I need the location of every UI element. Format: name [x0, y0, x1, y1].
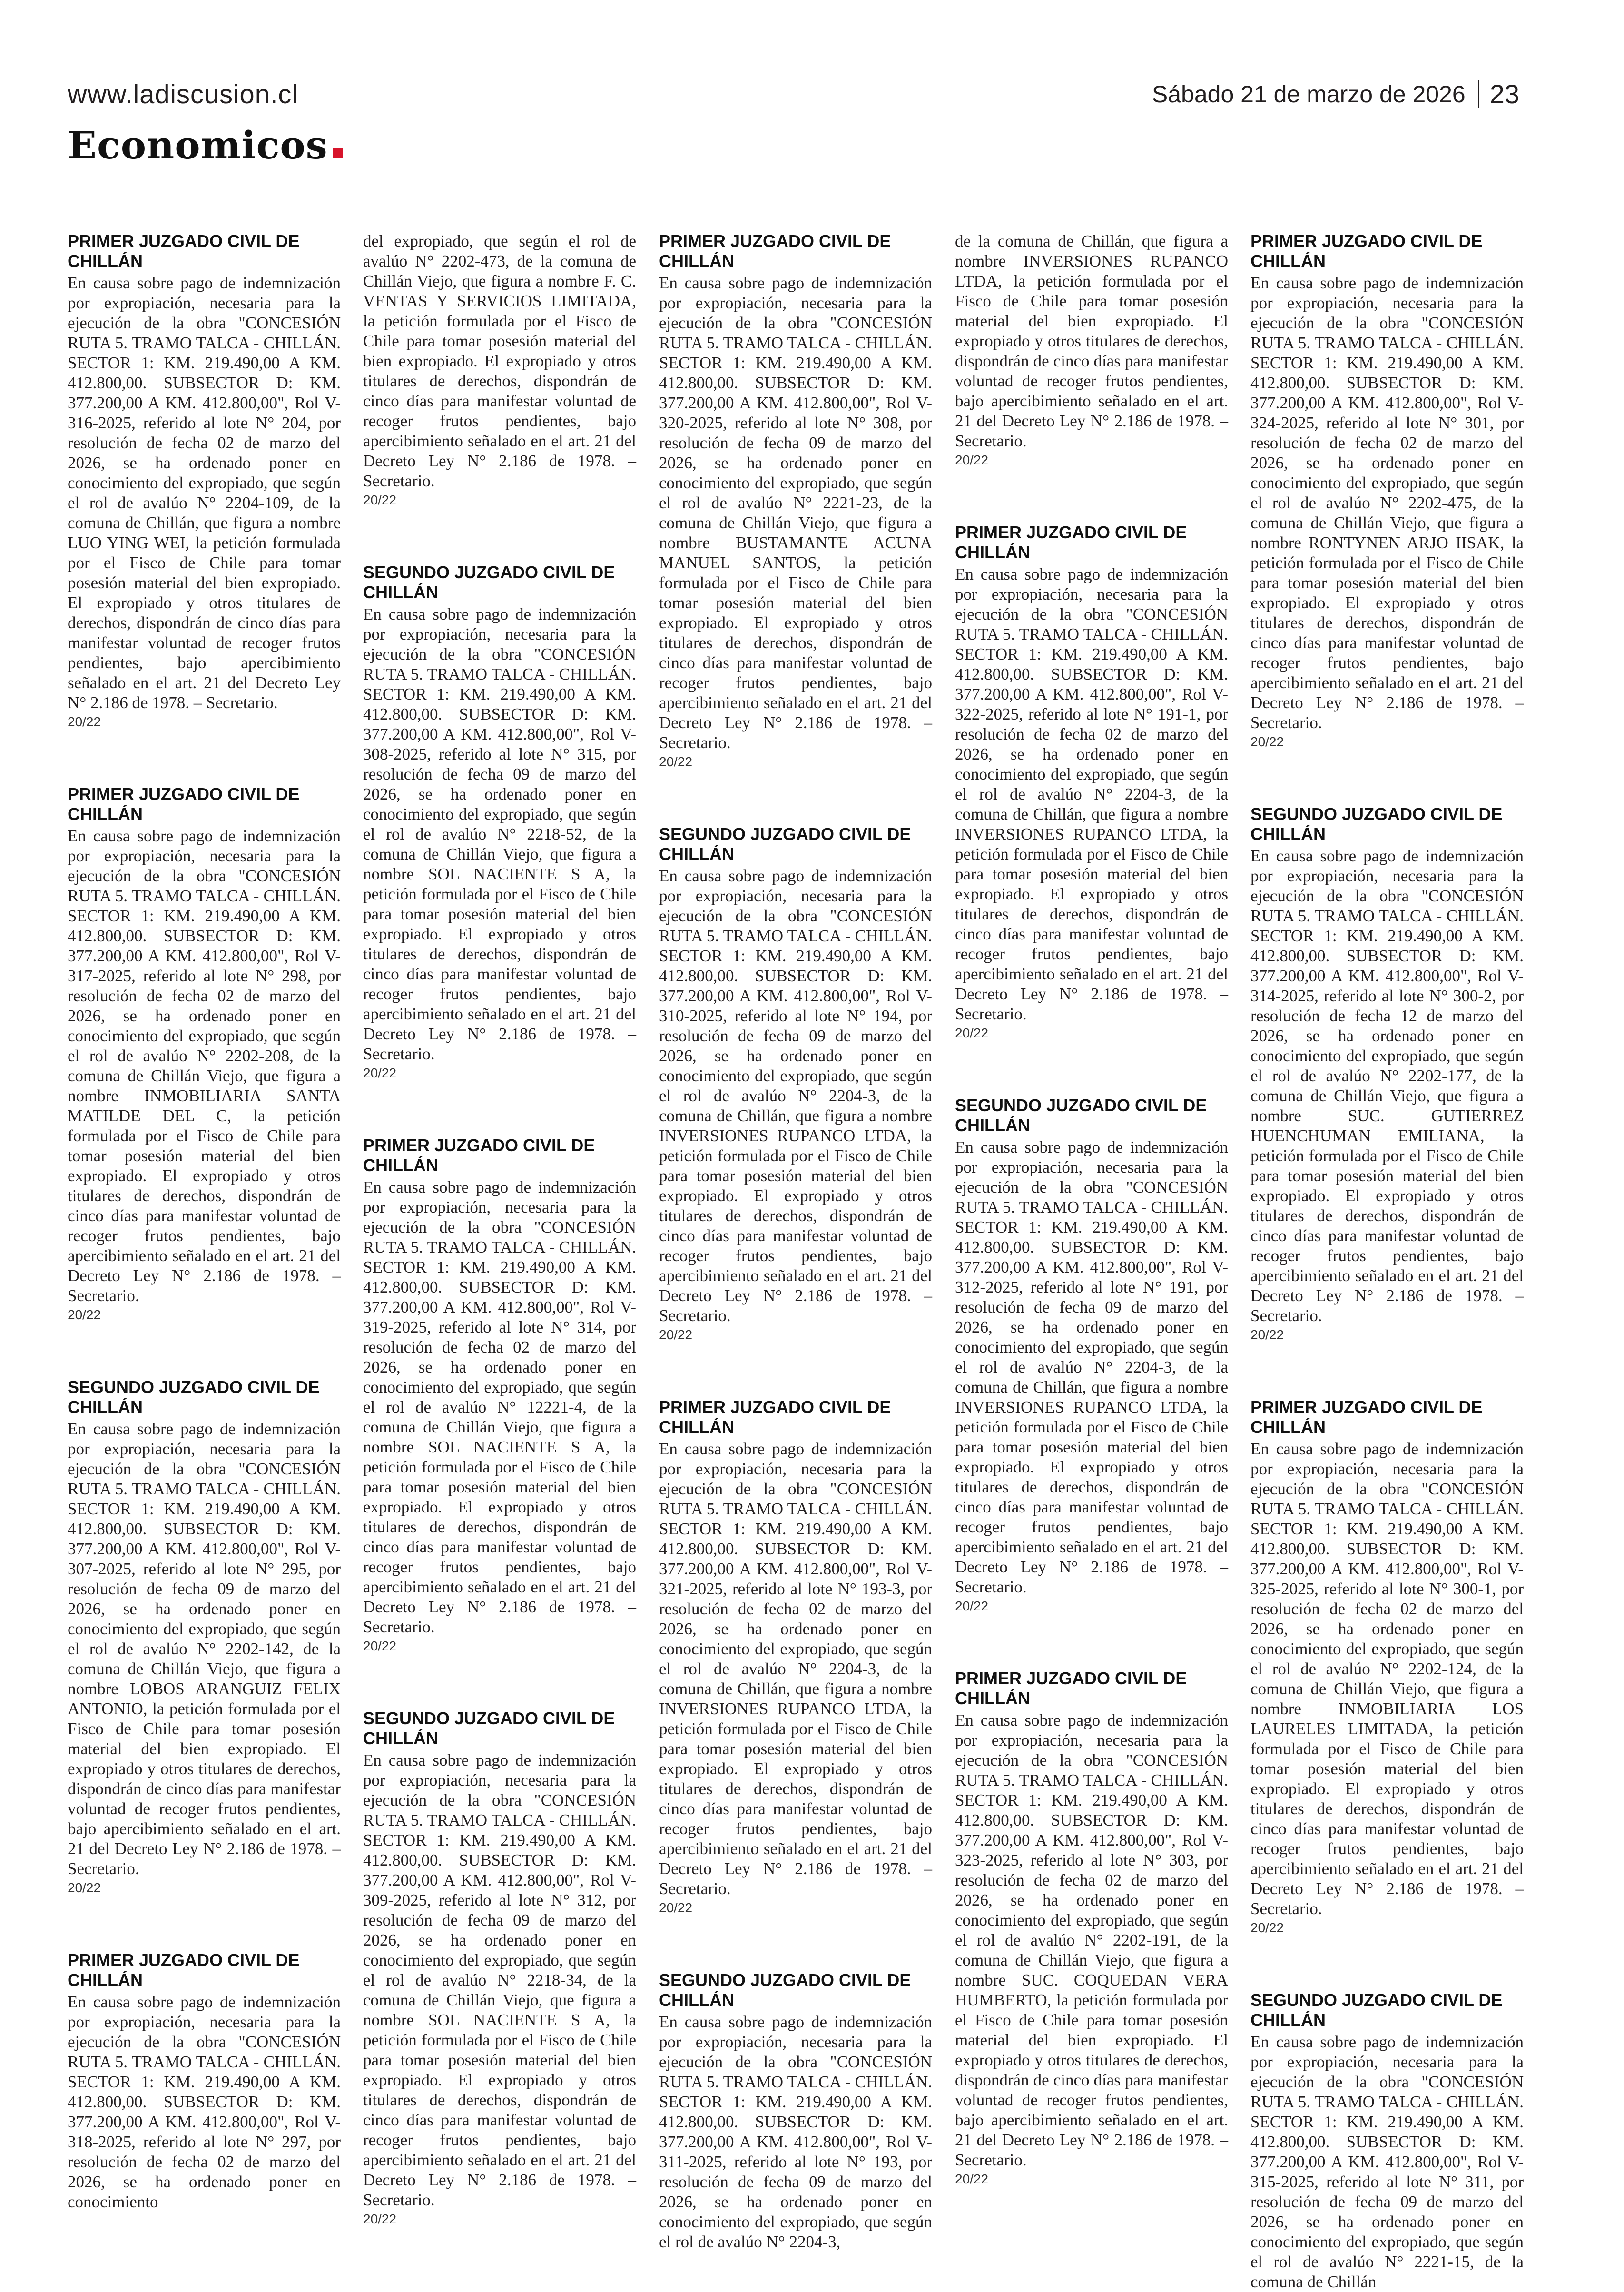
notice-court: PRIMER JUZGADO CIVIL DE CHILLÁN [68, 1950, 300, 1990]
notice-court: SEGUNDO JUZGADO CIVIL DE CHILLÁN [1250, 1990, 1503, 2030]
notice-code: 20/22 [659, 1900, 693, 1915]
legal-notice [659, 1970, 932, 2252]
notice-body: En causa sobre pago de indemnización por expropiación, necesaria para la ejecución de la obra "CONCESIÓN RUTA 5. TRAMO TALCA - CHILLÁN. SECTOR 1: KM. 219.490,00 A KM. 412.800,00. SUBSECTOR D: KM. 377.200,00 A KM. 412.800,00", Rol V-318-2025, referido al lote N° 297, por resolución de fecha 02 de marzo del 2026, se ha ordenado poner en conocimiento [68, 1993, 341, 2211]
legal-notice [659, 824, 932, 1344]
notice-code: 20/22 [1250, 734, 1284, 749]
notice-body: En causa sobre pago de indemnización por expropiación, necesaria para la ejecución de la obra "CONCESIÓN RUTA 5. TRAMO TALCA - CHILLÁN. SECTOR 1: KM. 219.490,00 A KM. 412.800,00. SUBSECTOR D: KM. 377.200,00 A KM. 412.800,00", Rol V-319-2025, referido al lote N° 314, por resolución de fecha 02 de marzo del 2026, se ha ordenado poner en conocimiento del expropiado, que según el rol de avalúo N° 12221-4, de la comuna de Chillán Viejo, que figura a nombre SOL NACIENTE S A, la petición formulada por el Fisco de Chile para tomar posesión material del bien expropiado. El expropiado y otros titulares de derechos, dispondrán de cinco días para manifestar voluntad de recoger frutos pendientes, bajo apercibimiento señalado en el art. 21 del Decreto Ley N° 2.186 de 1978. – Secretario. [363, 1178, 636, 1636]
issue-date: Sábado 21 de marzo de 2026 [1152, 80, 1466, 108]
continuation-body: del expropiado, que según el rol de avalúo N° 2202-473, de la comuna de Chillán Viejo, que figura a nombre F. C. VENTAS Y SERVICIOS LIMITADA, la petición formulada por el Fisco de Chile para tomar posesión material del bien expropiado. El expropiado y otros titulares de derechos, dispondrán de cinco días para manifestar voluntad de recoger frutos pendientes, bajo apercibimiento señalado en el art. 21 del Decreto Ley N° 2.186 de 1978. – Secretario. [363, 232, 636, 490]
notice-code: 20/22 [955, 1026, 989, 1040]
notice-court: PRIMER JUZGADO CIVIL DE CHILLÁN [363, 1136, 595, 1175]
section-accent-square [333, 148, 343, 158]
notice-court: SEGUNDO JUZGADO CIVIL DE CHILLÁN [659, 824, 911, 864]
notice-body: En causa sobre pago de indemnización por expropiación, necesaria para la ejecución de la obra "CONCESIÓN RUTA 5. TRAMO TALCA - CHILLÁN. SECTOR 1: KM. 219.490,00 A KM. 412.800,00. SUBSECTOR D: KM. 377.200,00 A KM. 412.800,00", Rol V-311-2025, referido al lote N° 193, por resolución de fecha 09 de marzo del 2026, se ha ordenado poner en conocimiento del expropiado, que según el rol de avalúo N° 2204-3, [659, 2013, 932, 2251]
legal-notice [955, 523, 1228, 1042]
legal-notice [1250, 804, 1524, 1344]
notice-body: En causa sobre pago de indemnización por expropiación, necesaria para la ejecución de la obra "CONCESIÓN RUTA 5. TRAMO TALCA - CHILLÁN. SECTOR 1: KM. 219.490,00 A KM. 412.800,00. SUBSECTOR D: KM. 377.200,00 A KM. 412.800,00", Rol V-316-2025, referido al lote N° 204, por resolución de fecha 02 de marzo del 2026, se ha ordenado poner en conocimiento del expropiado, que según el rol de avalúo N° 2204-109, de la comuna de Chillán, que figura a nombre LUO YING WEI, la petición formulada por el Fisco de Chile para tomar posesión material del bien expropiado. El expropiado y otros titulares de derechos, dispondrán de cinco días para manifestar voluntad de recoger frutos pendientes, bajo apercibimiento señalado en el art. 21 del Decreto Ley N° 2.186 de 1978. – Secretario. [68, 274, 341, 712]
notice-body: En causa sobre pago de indemnización por expropiación, necesaria para la ejecución de la obra "CONCESIÓN RUTA 5. TRAMO TALCA - CHILLÁN. SECTOR 1: KM. 219.490,00 A KM. 412.800,00. SUBSECTOR D: KM. 377.200,00 A KM. 412.800,00", Rol V-324-2025, referido al lote N° 301, por resolución de fecha 02 de marzo del 2026, se ha ordenado poner en conocimiento del expropiado, que según el rol de avalúo N° 2202-475, de la comuna de Chillán Viejo, que figura a nombre RONTYNEN ARJO IISAK, la petición formulada por el Fisco de Chile para tomar posesión material del bien expropiado. El expropiado y otros titulares de derechos, dispondrán de cinco días para manifestar voluntad de recoger frutos pendientes, bajo apercibimiento señalado en el art. 21 del Decreto Ley N° 2.186 de 1978. – Secretario. [1250, 274, 1524, 732]
notice-code: 20/22 [1250, 1920, 1284, 1935]
notice-court: PRIMER JUZGADO CIVIL DE CHILLÁN [955, 523, 1187, 562]
section-title [68, 123, 343, 168]
notice-code: 20/22 [68, 1307, 101, 1322]
column-5 [1250, 231, 1524, 2291]
notice-code: 20/22 [68, 1880, 101, 1895]
column-2 [363, 231, 636, 2226]
header-divider [1478, 80, 1479, 108]
column-4 [955, 231, 1228, 2206]
notice-court: PRIMER JUZGADO CIVIL DE CHILLÁN [659, 231, 891, 271]
notice-body: En causa sobre pago de indemnización por expropiación, necesaria para la ejecución de la obra "CONCESIÓN RUTA 5. TRAMO TALCA - CHILLÁN. SECTOR 1: KM. 219.490,00 A KM. 412.800,00. SUBSECTOR D: KM. 377.200,00 A KM. 412.800,00", Rol V-317-2025, referido al lote N° 298, por resolución de fecha 02 de marzo del 2026, se ha ordenado poner en conocimiento del expropiado, que según el rol de avalúo N° 2202-208, de la comuna de Chillán Viejo, que figura a nombre INMOBILIARIA SANTA MATILDE DEL C, la petición formulada por el Fisco de Chile para tomar posesión material del bien expropiado. El expropiado y otros titulares de derechos, dispondrán de cinco días para manifestar voluntad de recoger frutos pendientes, bajo apercibimiento señalado en el art. 21 del Decreto Ley N° 2.186 de 1978. – Secretario. [68, 827, 341, 1305]
notice-continuation [363, 231, 636, 509]
legal-notice [68, 784, 341, 1324]
notice-body: En causa sobre pago de indemnización por expropiación, necesaria para la ejecución de la obra "CONCESIÓN RUTA 5. TRAMO TALCA - CHILLÁN. SECTOR 1: KM. 219.490,00 A KM. 412.800,00. SUBSECTOR D: KM. 377.200,00 A KM. 412.800,00", Rol V-309-2025, referido al lote N° 312, por resolución de fecha 09 de marzo del 2026, se ha ordenado poner en conocimiento del expropiado, que según el rol de avalúo N° 2218-34, de la comuna de Chillán Viejo, que figura a nombre SOL NACIENTE S A, la petición formulada por el Fisco de Chile para tomar posesión material del bien expropiado. El expropiado y otros titulares de derechos, dispondrán de cinco días para manifestar voluntad de recoger frutos pendientes, bajo apercibimiento señalado en el art. 21 del Decreto Ley N° 2.186 de 1978. – Secretario. [363, 1751, 636, 2209]
section-title-text: Economicos [68, 123, 328, 168]
notice-body: En causa sobre pago de indemnización por expropiación, necesaria para la ejecución de la obra "CONCESIÓN RUTA 5. TRAMO TALCA - CHILLÁN. SECTOR 1: KM. 219.490,00 A KM. 412.800,00. SUBSECTOR D: KM. 377.200,00 A KM. 412.800,00", Rol V-315-2025, referido al lote N° 311, por resolución de fecha 09 de marzo del 2026, se ha ordenado poner en conocimiento del expropiado, que según el rol de avalúo N° 2221-15, de la comuna de Chillán [1250, 2033, 1524, 2291]
legal-notice [1250, 231, 1524, 751]
legal-notice [363, 563, 636, 1082]
notice-code: 20/22 [955, 2172, 989, 2186]
legal-notice [68, 1950, 341, 2212]
notice-body: En causa sobre pago de indemnización por expropiación, necesaria para la ejecución de la obra "CONCESIÓN RUTA 5. TRAMO TALCA - CHILLÁN. SECTOR 1: KM. 219.490,00 A KM. 412.800,00. SUBSECTOR D: KM. 377.200,00 A KM. 412.800,00", Rol V-310-2025, referido al lote N° 194, por resolución de fecha 09 de marzo del 2026, se ha ordenado poner en conocimiento del expropiado, que según el rol de avalúo N° 2204-3, de la comuna de Chillán, que figura a nombre INVERSIONES RUPANCO LTDA, la petición formulada por el Fisco de Chile para tomar posesión material del bien expropiado. El expropiado y otros titulares de derechos, dispondrán de cinco días para manifestar voluntad de recoger frutos pendientes, bajo apercibimiento señalado en el art. 21 del Decreto Ley N° 2.186 de 1978. – Secretario. [659, 867, 932, 1325]
notice-code: 20/22 [363, 1639, 397, 1653]
notice-code: 20/22 [68, 714, 101, 729]
legal-notice [363, 1709, 636, 2228]
notice-code: 20/22 [659, 1327, 693, 1342]
notice-body: En causa sobre pago de indemnización por expropiación, necesaria para la ejecución de la obra "CONCESIÓN RUTA 5. TRAMO TALCA - CHILLÁN. SECTOR 1: KM. 219.490,00 A KM. 412.800,00. SUBSECTOR D: KM. 377.200,00 A KM. 412.800,00", Rol V-325-2025, referido al lote N° 300-1, por resolución de fecha 02 de marzo del 2026, se ha ordenado poner en conocimiento del expropiado, que según el rol de avalúo N° 2202-124, de la comuna de Chillán Viejo, que figura a nombre INMOBILIARIA LOS LAURELES LIMITADA, la petición formulada por el Fisco de Chile para tomar posesión material del bien expropiado. El expropiado y otros titulares de derechos, dispondrán de cinco días para manifestar voluntad de recoger frutos pendientes, bajo apercibimiento señalado en el art. 21 del Decreto Ley N° 2.186 de 1978. – Secretario. [1250, 1440, 1524, 1918]
header-date-block [1152, 79, 1519, 109]
notice-court: SEGUNDO JUZGADO CIVIL DE CHILLÁN [363, 563, 615, 602]
legal-notice [955, 1669, 1228, 2188]
legal-notice [68, 1377, 341, 1897]
notice-court: PRIMER JUZGADO CIVIL DE CHILLÁN [68, 784, 300, 824]
site-url[interactable]: www.ladiscusion.cl [68, 79, 298, 109]
page-number: 23 [1489, 79, 1519, 109]
notice-court: SEGUNDO JUZGADO CIVIL DE CHILLÁN [363, 1709, 615, 1748]
legal-notice [1250, 1990, 1524, 2292]
legal-notice [1250, 1397, 1524, 1937]
notice-code: 20/22 [955, 453, 989, 467]
notice-body: En causa sobre pago de indemnización por expropiación, necesaria para la ejecución de la obra "CONCESIÓN RUTA 5. TRAMO TALCA - CHILLÁN. SECTOR 1: KM. 219.490,00 A KM. 412.800,00. SUBSECTOR D: KM. 377.200,00 A KM. 412.800,00", Rol V-323-2025, referido al lote N° 303, por resolución de fecha 02 de marzo del 2026, se ha ordenado poner en conocimiento del expropiado, que según el rol de avalúo N° 2202-191, de la comuna de Chillán Viejo, que figura a nombre SUC. COQUEDAN VERA HUMBERTO, la petición formulada por el Fisco de Chile para tomar posesión material del bien expropiado. El expropiado y otros titulares de derechos, dispondrán de cinco días para manifestar voluntad de recoger frutos pendientes, bajo apercibimiento señalado en el art. 21 del Decreto Ley N° 2.186 de 1978. – Secretario. [955, 1711, 1228, 2169]
notice-court: SEGUNDO JUZGADO CIVIL DE CHILLÁN [1250, 804, 1503, 844]
notice-court: SEGUNDO JUZGADO CIVIL DE CHILLÁN [68, 1377, 320, 1417]
notice-body: En causa sobre pago de indemnización por expropiación, necesaria para la ejecución de la obra "CONCESIÓN RUTA 5. TRAMO TALCA - CHILLÁN. SECTOR 1: KM. 219.490,00 A KM. 412.800,00. SUBSECTOR D: KM. 377.200,00 A KM. 412.800,00", Rol V-312-2025, referido al lote N° 191, por resolución de fecha 09 de marzo del 2026, se ha ordenado poner en conocimiento del expropiado, que según el rol de avalúo N° 2204-3, de la comuna de Chillán, que figura a nombre INVERSIONES RUPANCO LTDA, la petición formulada por el Fisco de Chile para tomar posesión material del bien expropiado. El expropiado y otros titulares de derechos, dispondrán de cinco días para manifestar voluntad de recoger frutos pendientes, bajo apercibimiento señalado en el art. 21 del Decreto Ley N° 2.186 de 1978. – Secretario. [955, 1138, 1228, 1596]
notice-code: 20/22 [659, 754, 693, 769]
notice-code: 20/22 [955, 1599, 989, 1613]
continuation-body: de la comuna de Chillán, que figura a nombre INVERSIONES RUPANCO LTDA, la petición formulada por el Fisco de Chile para tomar posesión material del bien expropiado. El expropiado y otros titulares de derechos, dispondrán de cinco días para manifestar voluntad de recoger frutos pendientes, bajo apercibimiento señalado en el art. 21 del Decreto Ley N° 2.186 de 1978. – Secretario. [955, 232, 1228, 450]
column-1 [68, 231, 341, 2211]
legal-notice [68, 231, 341, 731]
notice-body: En causa sobre pago de indemnización por expropiación, necesaria para la ejecución de la obra "CONCESIÓN RUTA 5. TRAMO TALCA - CHILLÁN. SECTOR 1: KM. 219.490,00 A KM. 412.800,00. SUBSECTOR D: KM. 377.200,00 A KM. 412.800,00", Rol V-321-2025, referido al lote N° 193-3, por resolución de fecha 02 de marzo del 2026, se ha ordenado poner en conocimiento del expropiado, que según el rol de avalúo N° 2204-3, de la comuna de Chillán, que figura a nombre INVERSIONES RUPANCO LTDA, la petición formulada por el Fisco de Chile para tomar posesión material del bien expropiado. El expropiado y otros titulares de derechos, dispondrán de cinco días para manifestar voluntad de recoger frutos pendientes, bajo apercibimiento señalado en el art. 21 del Decreto Ley N° 2.186 de 1978. – Secretario. [659, 1440, 932, 1898]
notice-body: En causa sobre pago de indemnización por expropiación, necesaria para la ejecución de la obra "CONCESIÓN RUTA 5. TRAMO TALCA - CHILLÁN. SECTOR 1: KM. 219.490,00 A KM. 412.800,00. SUBSECTOR D: KM. 377.200,00 A KM. 412.800,00", Rol V-307-2025, referido al lote N° 295, por resolución de fecha 09 de marzo del 2026, se ha ordenado poner en conocimiento del expropiado, que según el rol de avalúo N° 2202-142, de la comuna de Chillán Viejo, que figura a nombre LOBOS ARANGUIZ FELIX ANTONIO, la petición formulada por el Fisco de Chile para tomar posesión material del bien expropiado. El expropiado y otros titulares de derechos, dispondrán de cinco días para manifestar voluntad de recoger frutos pendientes, bajo apercibimiento señalado en el art. 21 del Decreto Ley N° 2.186 de 1978. – Secretario. [68, 1420, 341, 1878]
column-3 [659, 231, 932, 2251]
notice-body: En causa sobre pago de indemnización por expropiación, necesaria para la ejecución de la obra "CONCESIÓN RUTA 5. TRAMO TALCA - CHILLÁN. SECTOR 1: KM. 219.490,00 A KM. 412.800,00. SUBSECTOR D: KM. 377.200,00 A KM. 412.800,00", Rol V-314-2025, referido al lote N° 300-2, por resolución de fecha 12 de marzo del 2026, se ha ordenado poner en conocimiento del expropiado, que según el rol de avalúo N° 2202-177, de la comuna de Chillán Viejo, que figura a nombre SUC. GUTIERREZ HUENCHUMAN EMILIANA, la petición formulada por el Fisco de Chile para tomar posesión material del bien expropiado. El expropiado y otros titulares de derechos, dispondrán de cinco días para manifestar voluntad de recoger frutos pendientes, bajo apercibimiento señalado en el art. 21 del Decreto Ley N° 2.186 de 1978. – Secretario. [1250, 847, 1524, 1325]
notice-body: En causa sobre pago de indemnización por expropiación, necesaria para la ejecución de la obra "CONCESIÓN RUTA 5. TRAMO TALCA - CHILLÁN. SECTOR 1: KM. 219.490,00 A KM. 412.800,00. SUBSECTOR D: KM. 377.200,00 A KM. 412.800,00", Rol V-308-2025, referido al lote N° 315, por resolución de fecha 09 de marzo del 2026, se ha ordenado poner en conocimiento del expropiado, que según el rol de avalúo N° 2218-52, de la comuna de Chillán Viejo, que figura a nombre SOL NACIENTE S A, la petición formulada por el Fisco de Chile para tomar posesión material del bien expropiado. El expropiado y otros titulares de derechos, dispondrán de cinco días para manifestar voluntad de recoger frutos pendientes, bajo apercibimiento señalado en el art. 21 del Decreto Ley N° 2.186 de 1978. – Secretario. [363, 605, 636, 1063]
notice-court: SEGUNDO JUZGADO CIVIL DE CHILLÁN [955, 1096, 1207, 1135]
notice-court: PRIMER JUZGADO CIVIL DE CHILLÁN [955, 1669, 1187, 1708]
notice-court: PRIMER JUZGADO CIVIL DE CHILLÁN [659, 1397, 891, 1437]
notice-code: 20/22 [363, 493, 397, 507]
notice-court: PRIMER JUZGADO CIVIL DE CHILLÁN [1250, 231, 1483, 271]
notice-code: 20/22 [363, 2212, 397, 2226]
legal-notice [659, 1397, 932, 1917]
legal-notice [659, 231, 932, 771]
notice-court: SEGUNDO JUZGADO CIVIL DE CHILLÁN [659, 1970, 911, 2010]
notice-body: En causa sobre pago de indemnización por expropiación, necesaria para la ejecución de la obra "CONCESIÓN RUTA 5. TRAMO TALCA - CHILLÁN. SECTOR 1: KM. 219.490,00 A KM. 412.800,00. SUBSECTOR D: KM. 377.200,00 A KM. 412.800,00", Rol V-320-2025, referido al lote N° 308, por resolución de fecha 09 de marzo del 2026, se ha ordenado poner en conocimiento del expropiado, que según el rol de avalúo N° 2221-23, de la comuna de Chillán Viejo, que figura a nombre BUSTAMANTE ACUNA MANUEL SANTOS, la petición formulada por el Fisco de Chile para tomar posesión material del bien expropiado. El expropiado y otros titulares de derechos, dispondrán de cinco días para manifestar voluntad de recoger frutos pendientes, bajo apercibimiento señalado en el art. 21 del Decreto Ley N° 2.186 de 1978. – Secretario. [659, 274, 932, 752]
classifieds-columns [68, 231, 1524, 2291]
notice-court: PRIMER JUZGADO CIVIL DE CHILLÁN [1250, 1397, 1483, 1437]
notice-code: 20/22 [363, 1066, 397, 1080]
legal-notice [955, 1096, 1228, 1615]
notice-continuation [955, 231, 1228, 469]
notice-code: 20/22 [1250, 1327, 1284, 1342]
notice-court: PRIMER JUZGADO CIVIL DE CHILLÁN [68, 231, 300, 271]
notice-body: En causa sobre pago de indemnización por expropiación, necesaria para la ejecución de la obra "CONCESIÓN RUTA 5. TRAMO TALCA - CHILLÁN. SECTOR 1: KM. 219.490,00 A KM. 412.800,00. SUBSECTOR D: KM. 377.200,00 A KM. 412.800,00", Rol V-322-2025, referido al lote N° 191-1, por resolución de fecha 02 de marzo del 2026, se ha ordenado poner en conocimiento del expropiado, que según el rol de avalúo N° 2204-3, de la comuna de Chillán, que figura a nombre INVERSIONES RUPANCO LTDA, la petición formulada por el Fisco de Chile para tomar posesión material del bien expropiado. El expropiado y otros titulares de derechos, dispondrán de cinco días para manifestar voluntad de recoger frutos pendientes, bajo apercibimiento señalado en el art. 21 del Decreto Ley N° 2.186 de 1978. – Secretario. [955, 565, 1228, 1023]
legal-notice [363, 1136, 636, 1655]
